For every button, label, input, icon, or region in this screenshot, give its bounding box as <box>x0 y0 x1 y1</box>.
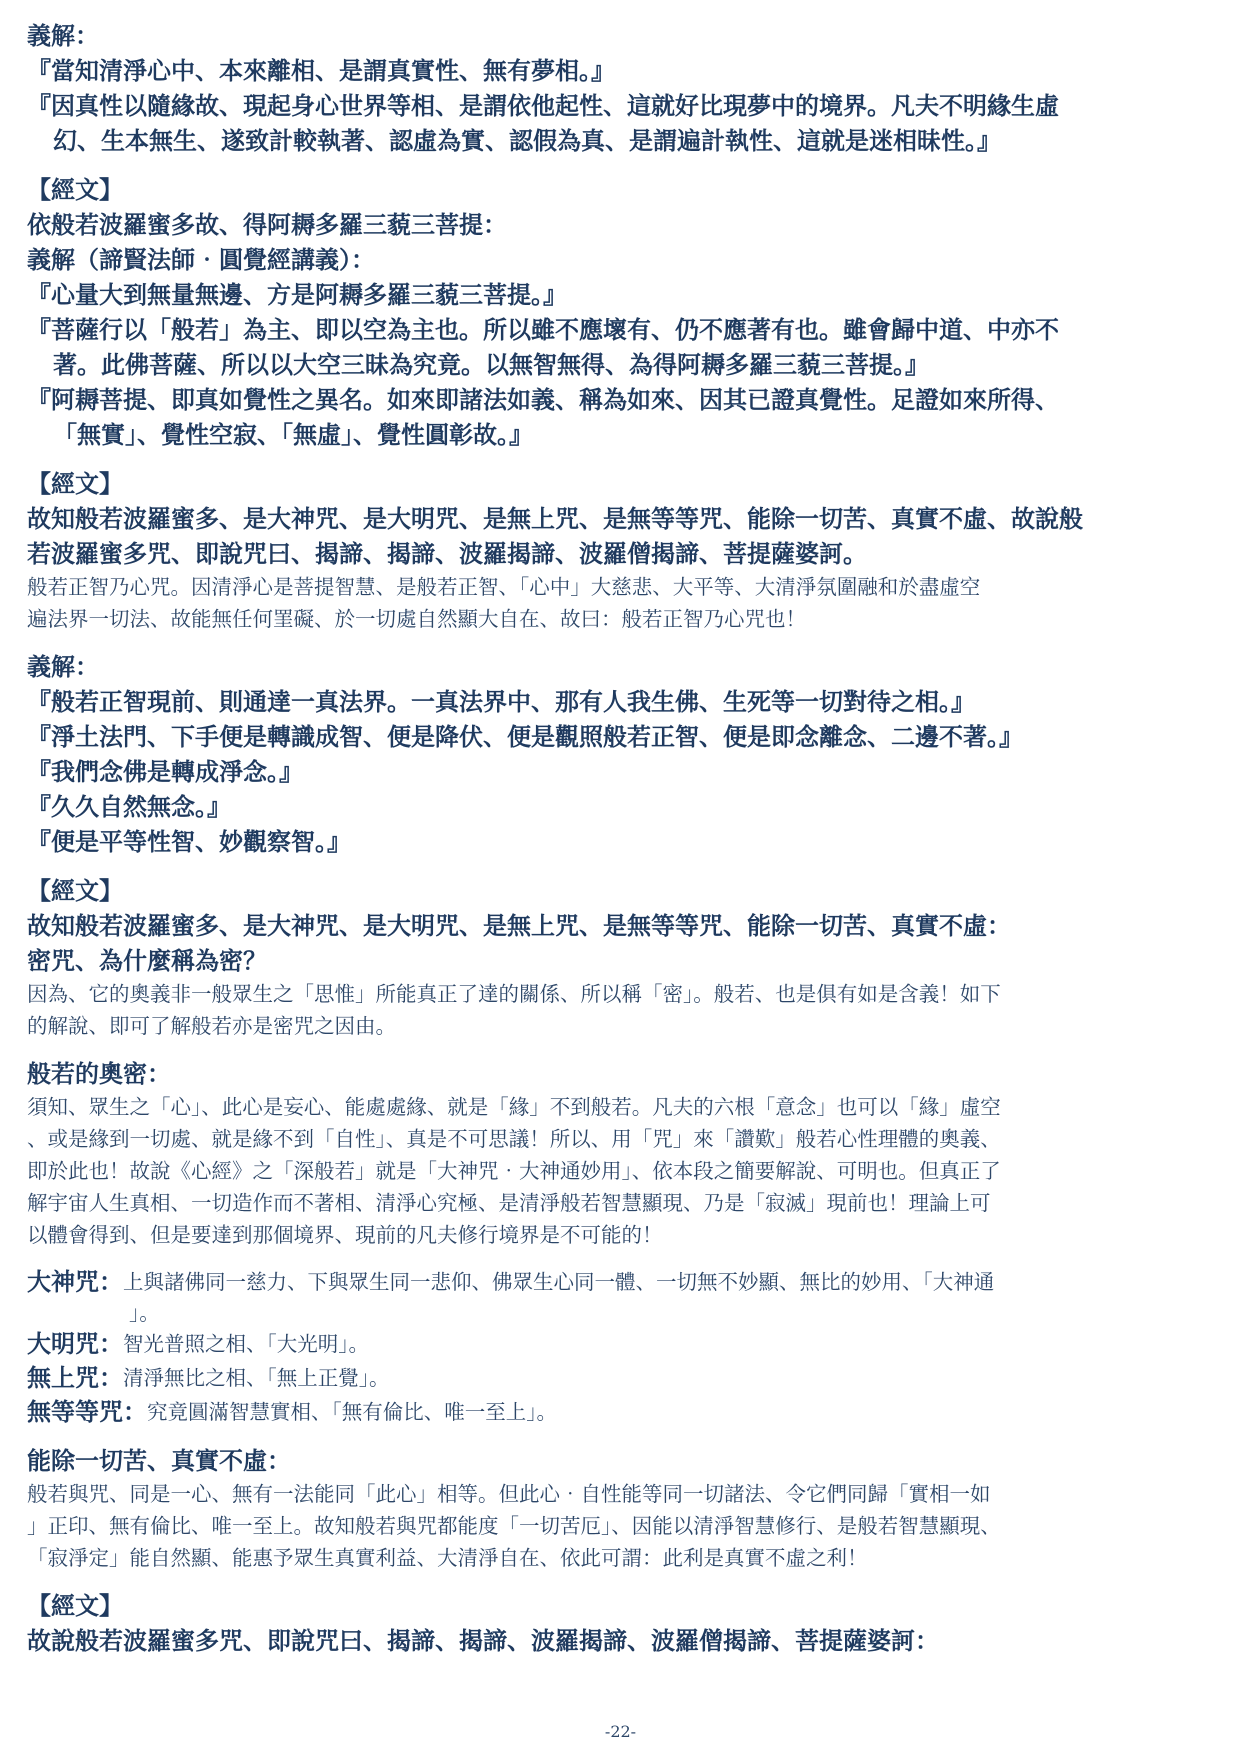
body-text: 解宇宙人生真相、一切造作而不著相、清淨心究極、是清淨般若智慧顯現、乃是「寂滅」現前也！理論上可 <box>27 1191 991 1215</box>
section-subtitle: 義解（諦賢法師‧圓覺經講義）： <box>27 245 375 274</box>
body-text: 須知、眾生之「心」、此心是妄心、能處處緣、就是「緣」不到般若。凡夫的六根「意念」也可以「緣」虛空 <box>27 1095 1001 1119</box>
sutra-text: 故說般若波羅蜜多咒、即說咒曰、揭諦、揭諦、波羅揭諦、波羅僧揭諦、菩提薩婆訶： <box>27 1626 939 1655</box>
quote-line: 『因真性以隨緣故、現起身心世界等相、是謂依他起性、這就好比現夢中的境界。凡夫不明緣生虛 <box>27 91 1059 120</box>
section-heading: 般若的奧密： <box>27 1059 171 1088</box>
quote-line: 「無實」、覺性空寂、「無虛」、覺性圓彰故。』 <box>53 420 533 449</box>
quote-line: 『當知清淨心中、本來離相、是謂真實性、無有夢相。』 <box>27 56 615 85</box>
sutra-text: 依般若波羅蜜多故、得阿耨多羅三藐三菩提： <box>27 210 507 239</box>
term-label: 大明咒： <box>27 1329 123 1358</box>
quote-line: 『久久自然無念。』 <box>27 792 231 821</box>
term-text: 智光普照之相、「大光明」。 <box>123 1332 369 1356</box>
quote-line: 『便是平等性智、妙觀察智。』 <box>27 827 351 856</box>
quote-line: 『淨土法門、下手便是轉識成智、便是降伏、便是觀照般若正智、便是即念離念、二邊不著。』 <box>27 722 1023 751</box>
body-text: 的解說、即可了解般若亦是密咒之因由。 <box>27 1014 396 1038</box>
section-heading: 【經文】 <box>27 876 123 905</box>
section-heading: 【經文】 <box>27 1591 123 1620</box>
term-text: 究竟圓滿智慧實相、「無有倫比、唯一至上」。 <box>147 1400 557 1424</box>
body-text: 以體會得到、但是要達到那個境界、現前的凡夫修行境界是不可能的！ <box>27 1223 663 1247</box>
sutra-text: 若波羅蜜多咒、即說咒曰、揭諦、揭諦、波羅揭諦、波羅僧揭諦、菩提薩婆訶。 <box>27 539 867 568</box>
sutra-text: 故知般若波羅蜜多、是大神咒、是大明咒、是無上咒、是無等等咒、能除一切苦、真實不虛、故說般 <box>27 504 1083 533</box>
section-heading: 義解： <box>27 21 99 50</box>
body-text: 「寂淨定」能自然顯、能惠予眾生真實利益、大清淨自在、依此可謂：此利是真實不虛之利！ <box>27 1546 868 1570</box>
page-number: -22- <box>604 1722 637 1741</box>
section-heading: 義解： <box>27 652 99 681</box>
body-text: 般若正智乃心咒。因清淨心是菩提智慧、是般若正智、「心中」大慈悲、大平等、大清淨氛圍融和於盡虛空 <box>27 575 981 599</box>
body-text: 因為、它的奧義非一般眾生之「思惟」所能真正了達的關係、所以稱「密」。般若、也是俱有如是含義！如下 <box>27 982 1001 1006</box>
term-item <box>27 1265 1221 1299</box>
section-heading: 【經文】 <box>27 469 123 498</box>
quote-line: 幻、生本無生、遂致計較執著、認虛為實、認假為真、是謂遍計執性、這就是迷相昧性。』 <box>53 126 1001 155</box>
body-text: 即於此也！故說《心經》之「深般若」就是「大神咒‧大神通妙用」、依本段之簡要解說、可明也。但真正了 <box>27 1159 1001 1183</box>
term-label: 無等等咒： <box>27 1397 147 1426</box>
quote-line: 『般若正智現前、則通達一真法界。一真法界中、那有人我生佛、生死等一切對待之相。』 <box>27 687 975 716</box>
term-label: 無上咒： <box>27 1363 123 1392</box>
section-heading: 能除一切苦、真實不虛： <box>27 1446 291 1475</box>
term-list <box>27 1265 1221 1429</box>
body-text: 遍法界一切法、故能無任何罣礙、於一切處自然顯大自在、故曰：般若正智乃心咒也！ <box>27 607 806 631</box>
term-text: 清淨無比之相、「無上正覺」。 <box>123 1366 390 1390</box>
term-text-cont: 」。 <box>129 1301 160 1325</box>
question-heading: 密咒、為什麼稱為密？ <box>27 946 267 975</box>
term-item <box>27 1327 1221 1361</box>
term-text: 上與諸佛同一慈力、下與眾生同一悲仰、佛眾生心同一體、一切無不妙顯、無比的妙用、「大神通 <box>123 1270 995 1294</box>
term-label: 大神咒： <box>27 1267 123 1296</box>
quote-line: 『菩薩行以「般若」為主、即以空為主也。所以雖不應壞有、仍不應著有也。雖會歸中道、中亦不 <box>27 315 1059 344</box>
quote-line: 『阿耨菩提、即真如覺性之異名。如來即諸法如義、稱為如來、因其已證真覺性。足證如來所得、 <box>27 385 1059 414</box>
quote-line: 『心量大到無量無邊、方是阿耨多羅三藐三菩提。』 <box>27 280 567 309</box>
body-text: 」正印、無有倫比、唯一至上。故知般若與咒都能度「一切苦厄」、因能以清淨智慧修行、是般若智慧顯現、 <box>27 1514 1001 1538</box>
term-item <box>27 1361 1221 1395</box>
body-text: 、或是緣到一切處、就是緣不到「自性」、真是不可思議！所以、用「咒」來「讚歎」般若心性理體的奧義、 <box>27 1127 1001 1151</box>
quote-line: 著。此佛菩薩、所以以大空三昧為究竟。以無智無得、為得阿耨多羅三藐三菩提。』 <box>53 350 929 379</box>
sutra-text: 故知般若波羅蜜多、是大神咒、是大明咒、是無上咒、是無等等咒、能除一切苦、真實不虛： <box>27 911 1011 940</box>
term-item <box>27 1395 1221 1429</box>
quote-line: 『我們念佛是轉成淨念。』 <box>27 757 303 786</box>
body-text: 般若與咒、同是一心、無有一法能同「此心」相等。但此心‧自性能等同一切諸法、令它們同歸「實相一如 <box>27 1482 991 1506</box>
section-heading: 【經文】 <box>27 175 123 204</box>
